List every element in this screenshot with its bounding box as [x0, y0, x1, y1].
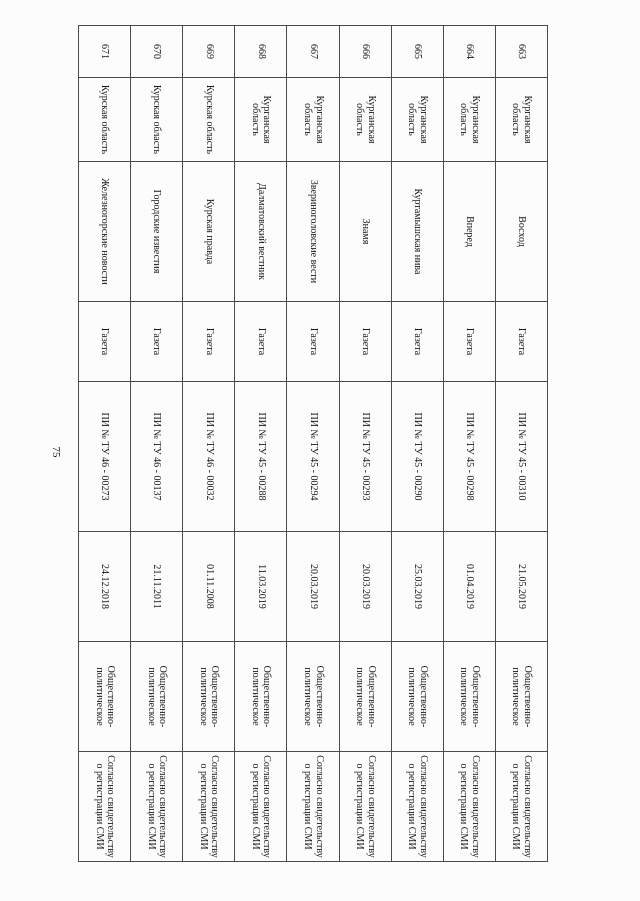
- row-number: 667: [287, 26, 339, 78]
- date-cell: 20.03.2019: [287, 532, 339, 642]
- territory-cell: Согласно свидетельству о регистрации СМИ: [235, 752, 287, 862]
- license-cell: ПИ № ТУ 45 - 00290: [391, 382, 443, 532]
- table-row: [391, 26, 443, 862]
- specialization-cell: Общественно-политическое: [79, 642, 131, 752]
- license-cell: ПИ № ТУ 45 - 00294: [287, 382, 339, 532]
- date-cell: 24.12.2018: [79, 532, 131, 642]
- media-name-cell: Курская правда: [183, 162, 235, 302]
- specialization-cell: Общественно-политическое: [495, 642, 547, 752]
- specialization-cell: Общественно-политическое: [235, 642, 287, 752]
- table-row: [183, 26, 235, 862]
- specialization-cell: Общественно-политическое: [391, 642, 443, 752]
- date-cell: 01.04.2019: [443, 532, 495, 642]
- media-form-cell: Газета: [131, 302, 183, 382]
- page-number: 75: [50, 446, 62, 458]
- media-name-cell: Городские известия: [131, 162, 183, 302]
- table-row: [235, 26, 287, 862]
- table-row: [131, 26, 183, 862]
- license-cell: ПИ № ТУ 46 - 00032: [183, 382, 235, 532]
- row-number: 664: [443, 26, 495, 78]
- license-cell: ПИ № ТУ 45 - 00310: [495, 382, 547, 532]
- media-registry-table: [78, 25, 548, 862]
- license-cell: ПИ № ТУ 46 - 00273: [79, 382, 131, 532]
- date-cell: 01.11.2008: [183, 532, 235, 642]
- specialization-cell: Общественно-политическое: [131, 642, 183, 752]
- media-name-cell: Восход: [495, 162, 547, 302]
- row-number: 671: [79, 26, 131, 78]
- territory-cell: Согласно свидетельству о регистрации СМИ: [79, 752, 131, 862]
- media-name-cell: Звериноголовские вести: [287, 162, 339, 302]
- date-cell: 25.03.2019: [391, 532, 443, 642]
- table-row: [495, 26, 547, 862]
- media-form-cell: Газета: [339, 302, 391, 382]
- rotated-table-wrapper: [78, 25, 548, 861]
- media-name-cell: Куртамышская нива: [391, 162, 443, 302]
- media-form-cell: Газета: [391, 302, 443, 382]
- region-cell: Курганская область: [495, 78, 547, 162]
- media-name-cell: Вперед: [443, 162, 495, 302]
- row-number: 665: [391, 26, 443, 78]
- row-number: 663: [495, 26, 547, 78]
- region-cell: Курганская область: [443, 78, 495, 162]
- table-row: [287, 26, 339, 862]
- license-cell: ПИ № ТУ 46 - 00137: [131, 382, 183, 532]
- region-cell: Курганская область: [391, 78, 443, 162]
- media-name-cell: Знамя: [339, 162, 391, 302]
- date-cell: 21.11.2011: [131, 532, 183, 642]
- media-form-cell: Газета: [183, 302, 235, 382]
- specialization-cell: Общественно-политическое: [443, 642, 495, 752]
- territory-cell: Согласно свидетельству о регистрации СМИ: [287, 752, 339, 862]
- license-cell: ПИ № ТУ 45 - 00298: [443, 382, 495, 532]
- specialization-cell: Общественно-политическое: [183, 642, 235, 752]
- table-row: [79, 26, 131, 862]
- region-cell: Курганская область: [235, 78, 287, 162]
- region-cell: Курская область: [183, 78, 235, 162]
- media-form-cell: Газета: [287, 302, 339, 382]
- row-number: 669: [183, 26, 235, 78]
- region-cell: Курская область: [131, 78, 183, 162]
- specialization-cell: Общественно-политическое: [339, 642, 391, 752]
- row-number: 670: [131, 26, 183, 78]
- date-cell: 21.05.2019: [495, 532, 547, 642]
- media-name-cell: Далматовский вестник: [235, 162, 287, 302]
- media-form-cell: Газета: [443, 302, 495, 382]
- territory-cell: Согласно свидетельству о регистрации СМИ: [131, 752, 183, 862]
- region-cell: Курганская область: [287, 78, 339, 162]
- territory-cell: Согласно свидетельству о регистрации СМИ: [339, 752, 391, 862]
- media-name-cell: Железногорские новости: [79, 162, 131, 302]
- license-cell: ПИ № ТУ 45 - 00288: [235, 382, 287, 532]
- territory-cell: Согласно свидетельству о регистрации СМИ: [391, 752, 443, 862]
- territory-cell: Согласно свидетельству о регистрации СМИ: [443, 752, 495, 862]
- row-number: 666: [339, 26, 391, 78]
- table-row: [339, 26, 391, 862]
- territory-cell: Согласно свидетельству о регистрации СМИ: [183, 752, 235, 862]
- media-form-cell: Газета: [235, 302, 287, 382]
- region-cell: Курганская область: [339, 78, 391, 162]
- territory-cell: Согласно свидетельству о регистрации СМИ: [495, 752, 547, 862]
- specialization-cell: Общественно-политическое: [287, 642, 339, 752]
- date-cell: 11.03.2019: [235, 532, 287, 642]
- date-cell: 20.03.2019: [339, 532, 391, 642]
- license-cell: ПИ № ТУ 45 - 00293: [339, 382, 391, 532]
- row-number: 668: [235, 26, 287, 78]
- region-cell: Курская область: [79, 78, 131, 162]
- media-form-cell: Газета: [495, 302, 547, 382]
- media-form-cell: Газета: [79, 302, 131, 382]
- table-row: [443, 26, 495, 862]
